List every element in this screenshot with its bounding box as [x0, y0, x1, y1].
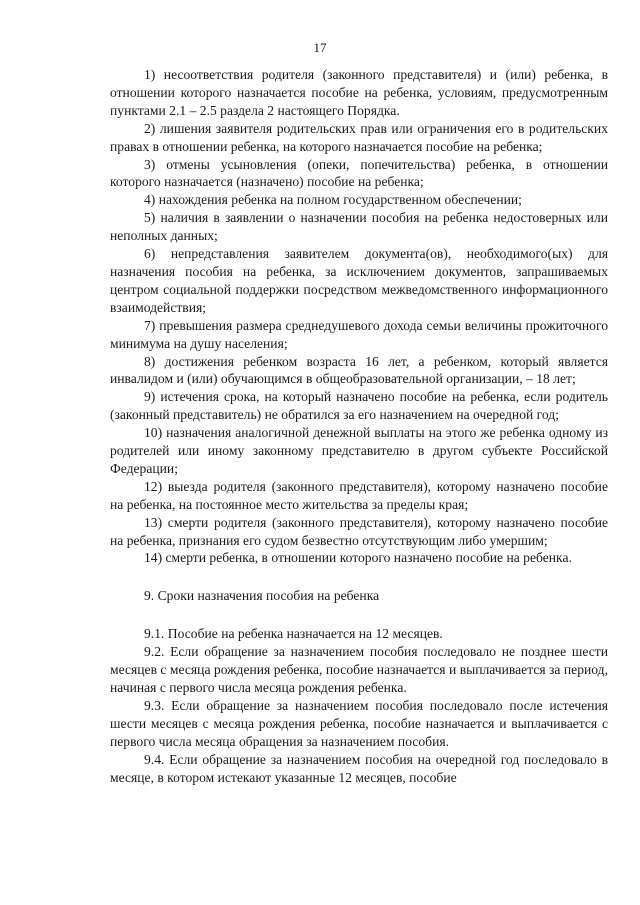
list-item: 14) смерти ребенка, в отношении которого назначено пособие на ребенка.: [144, 550, 572, 566]
section-spacer: [110, 605, 608, 625]
page-number: 17: [313, 40, 327, 55]
document-body: [110, 66, 608, 786]
list-item: 7) превышения размера среднедушевого дохода семьи величины прожиточного минимума на душу населения;: [110, 317, 608, 351]
section-item: 9.3. Если обращение за назначением пособия последовало после истечения шести месяцев с месяца рождения ребенка, пособие назначается и выплачивается с первого числа месяца обращения за назначением пособия.: [110, 697, 608, 749]
list-item: 13) смерти родителя (законного представителя), которому назначено пособие на ребенка, признания его судом безвестно отсутствующим либо умершим;: [110, 514, 608, 548]
list-item: 4) нахождения ребенка на полном государственном обеспечении;: [144, 192, 522, 208]
section-item: 9.1. Пособие на ребенка назначается на 12 месяцев.: [144, 626, 443, 642]
list-item: 1) несоответствия родителя (законного представителя) и (или) ребенка, в отношении которого назначается пособие на ребенка, условиям, предусмотренным пунктами 2.1 – 2.5 раздела 2 настоящего Порядка.: [110, 67, 608, 118]
list-item: 12) выезда родителя (законного представителя), которому назначено пособие на ребенка, на постоянное место жительства за пределы края;: [110, 478, 608, 512]
list-item: 9) истечения срока, на который назначено пособие на ребенка, если родитель (законный представитель) не обратился за его назначением на очередной год;: [110, 389, 608, 423]
section-heading: 9. Сроки назначения пособия на ребенка: [144, 588, 380, 604]
section-spacer: [110, 567, 608, 587]
list-item: 5) наличия в заявлении о назначении пособия на ребенка недостоверных или неполных данных;: [110, 210, 608, 244]
list-item: 3) отмены усыновления (опеки, попечительства) ребенка, в отношении которого назначается (назначено) пособие на ребенка;: [110, 156, 608, 190]
list-item: 6) непредставления заявителем документа(ов), необходимого(ых) для назначения пособия на ребенка, за исключением документов, запрашиваемых центром социальной поддержки посредством межведомственного информационного взаимодействия;: [110, 246, 608, 315]
list-item: 2) лишения заявителя родительских прав или ограничения его в родительских правах в отношении ребенка, на которого назначается пособие на ребенка;: [110, 120, 608, 154]
list-item: 10) назначения аналогичной денежной выплаты на этого же ребенка одному из родителей или иному законному представителю в другом субъекте Российской Федерации;: [110, 425, 608, 476]
list-item: 8) достижения ребенком возраста 16 лет, а ребенком, который является инвалидом и (или) обучающимся в общеобразовательной организации, – 18 лет;: [110, 353, 608, 387]
section-item: 9.4. Если обращение за назначением пособия на очередной год последовало в месяце, в котором истекают указанные 12 месяцев, пособие: [110, 751, 608, 785]
section-item: 9.2. Если обращение за назначением пособия последовало не позднее шести месяцев с месяца рождения ребенка, пособие назначается и выплачивается за период, начиная с первого числа месяца рождения ребенка.: [110, 644, 608, 695]
